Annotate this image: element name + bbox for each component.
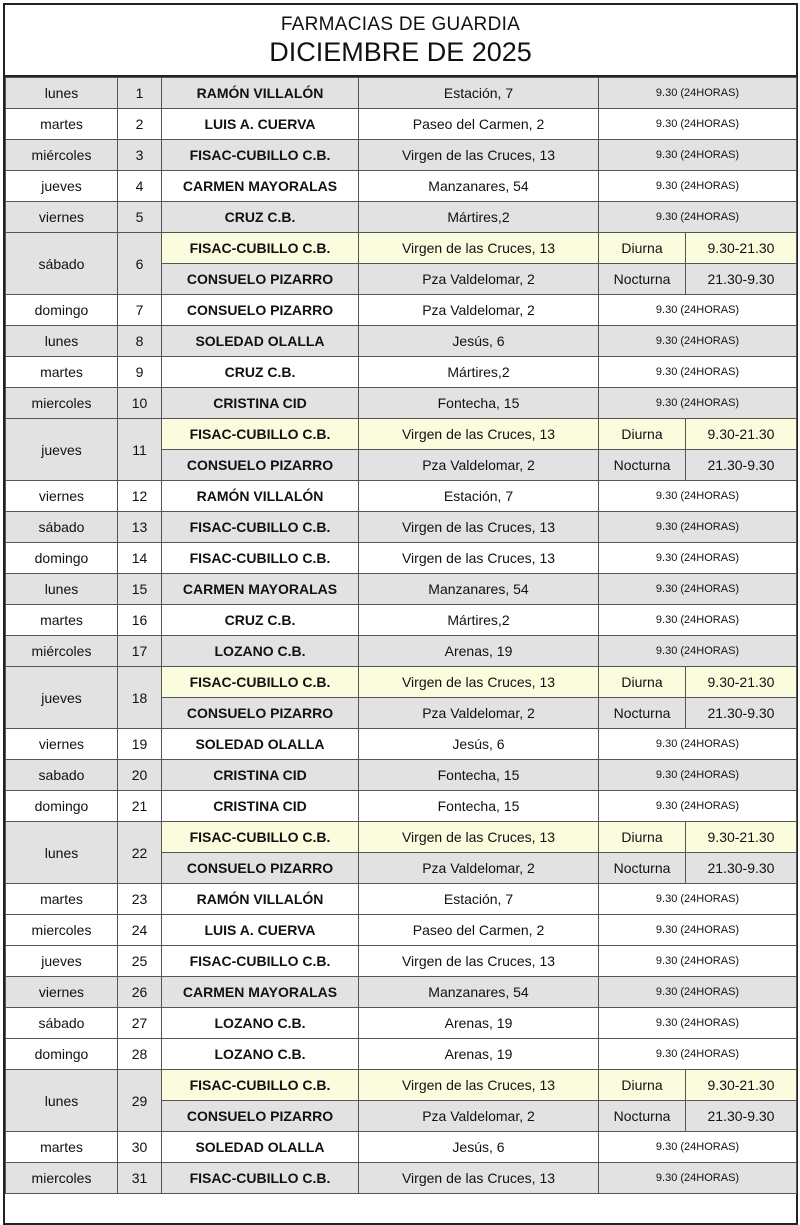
table-row bbox=[6, 605, 797, 636]
address-cell: Pza Valdelomar, 2 bbox=[359, 853, 599, 884]
weekday-cell: sabado bbox=[6, 760, 118, 791]
address-cell: Jesús, 6 bbox=[359, 729, 599, 760]
table-row bbox=[6, 295, 797, 326]
weekday-cell: viernes bbox=[6, 481, 118, 512]
hours-cell: 9.30 (24HORAS) bbox=[599, 140, 797, 171]
weekday-cell: lunes bbox=[6, 326, 118, 357]
date-cell: 7 bbox=[118, 295, 162, 326]
date-cell: 26 bbox=[118, 977, 162, 1008]
pharmacy-name-cell: SOLEDAD OLALLA bbox=[162, 729, 359, 760]
date-cell: 11 bbox=[118, 419, 162, 481]
shift-cell: Diurna bbox=[599, 822, 686, 853]
hours-cell: 9.30 (24HORAS) bbox=[599, 171, 797, 202]
pharmacy-name-cell: FISAC-CUBILLO C.B. bbox=[162, 822, 359, 853]
address-cell: Manzanares, 54 bbox=[359, 171, 599, 202]
address-cell: Virgen de las Cruces, 13 bbox=[359, 419, 599, 450]
hours-cell: 9.30 (24HORAS) bbox=[599, 915, 797, 946]
weekday-cell: jueves bbox=[6, 171, 118, 202]
pharmacy-name-cell: FISAC-CUBILLO C.B. bbox=[162, 140, 359, 171]
weekday-cell: domingo bbox=[6, 295, 118, 326]
address-cell: Pza Valdelomar, 2 bbox=[359, 450, 599, 481]
table-row bbox=[6, 543, 797, 574]
pharmacy-name-cell: CONSUELO PIZARRO bbox=[162, 295, 359, 326]
address-cell: Pza Valdelomar, 2 bbox=[359, 264, 599, 295]
weekday-cell: miercoles bbox=[6, 1163, 118, 1194]
hours-cell: 9.30 (24HORAS) bbox=[599, 295, 797, 326]
shift-cell: Diurna bbox=[599, 667, 686, 698]
header-title: FARMACIAS DE GUARDIA bbox=[280, 14, 521, 35]
pharmacy-name-cell: LUIS A. CUERVA bbox=[162, 109, 359, 140]
address-cell: Virgen de las Cruces, 13 bbox=[359, 140, 599, 171]
duty-table bbox=[5, 77, 797, 1194]
address-cell: Pza Valdelomar, 2 bbox=[359, 295, 599, 326]
pharmacy-name-cell: LOZANO C.B. bbox=[162, 636, 359, 667]
weekday-cell: viernes bbox=[6, 202, 118, 233]
pharmacy-name-cell: CARMEN MAYORALAS bbox=[162, 171, 359, 202]
date-cell: 9 bbox=[118, 357, 162, 388]
address-cell: Manzanares, 54 bbox=[359, 574, 599, 605]
address-cell: Manzanares, 54 bbox=[359, 977, 599, 1008]
address-cell: Fontecha, 15 bbox=[359, 791, 599, 822]
table-row bbox=[6, 233, 797, 264]
pharmacy-name-cell: LUIS A. CUERVA bbox=[162, 915, 359, 946]
shift-cell: Nocturna bbox=[599, 264, 686, 295]
address-cell: Fontecha, 15 bbox=[359, 760, 599, 791]
table-row bbox=[6, 1163, 797, 1194]
date-cell: 25 bbox=[118, 946, 162, 977]
date-cell: 28 bbox=[118, 1039, 162, 1070]
table-row bbox=[6, 78, 797, 109]
weekday-cell: martes bbox=[6, 109, 118, 140]
address-cell: Virgen de las Cruces, 13 bbox=[359, 1163, 599, 1194]
weekday-cell: lunes bbox=[6, 1070, 118, 1132]
date-cell: 22 bbox=[118, 822, 162, 884]
address-cell: Jesús, 6 bbox=[359, 326, 599, 357]
date-cell: 6 bbox=[118, 233, 162, 295]
date-cell: 2 bbox=[118, 109, 162, 140]
hours-cell: 9.30 (24HORAS) bbox=[599, 977, 797, 1008]
date-cell: 17 bbox=[118, 636, 162, 667]
table-row bbox=[6, 109, 797, 140]
address-cell: Estación, 7 bbox=[359, 481, 599, 512]
pharmacy-name-cell: SOLEDAD OLALLA bbox=[162, 1132, 359, 1163]
date-cell: 3 bbox=[118, 140, 162, 171]
address-cell: Virgen de las Cruces, 13 bbox=[359, 822, 599, 853]
hours-cell: 9.30 (24HORAS) bbox=[599, 202, 797, 233]
pharmacy-name-cell: FISAC-CUBILLO C.B. bbox=[162, 946, 359, 977]
hours-cell: 9.30 (24HORAS) bbox=[599, 388, 797, 419]
table-row bbox=[6, 977, 797, 1008]
hours-cell: 9.30 (24HORAS) bbox=[599, 791, 797, 822]
weekday-cell: domingo bbox=[6, 1039, 118, 1070]
date-cell: 27 bbox=[118, 1008, 162, 1039]
hours-cell: 21.30-9.30 bbox=[686, 853, 797, 884]
hours-cell: 9.30 (24HORAS) bbox=[599, 1039, 797, 1070]
date-cell: 8 bbox=[118, 326, 162, 357]
weekday-cell: domingo bbox=[6, 791, 118, 822]
hours-cell: 9.30-21.30 bbox=[686, 667, 797, 698]
shift-cell: Nocturna bbox=[599, 853, 686, 884]
hours-cell: 9.30-21.30 bbox=[686, 419, 797, 450]
pharmacy-name-cell: CONSUELO PIZARRO bbox=[162, 1101, 359, 1132]
date-cell: 10 bbox=[118, 388, 162, 419]
table-row bbox=[6, 326, 797, 357]
address-cell: Paseo del Carmen, 2 bbox=[359, 109, 599, 140]
table-row bbox=[6, 419, 797, 450]
table-row bbox=[6, 481, 797, 512]
table-row bbox=[6, 946, 797, 977]
hours-cell: 9.30 (24HORAS) bbox=[599, 481, 797, 512]
address-cell: Virgen de las Cruces, 13 bbox=[359, 233, 599, 264]
shift-cell: Nocturna bbox=[599, 698, 686, 729]
weekday-cell: jueves bbox=[6, 667, 118, 729]
table-row bbox=[6, 140, 797, 171]
hours-cell: 9.30 (24HORAS) bbox=[599, 605, 797, 636]
date-cell: 18 bbox=[118, 667, 162, 729]
pharmacy-name-cell: FISAC-CUBILLO C.B. bbox=[162, 512, 359, 543]
date-cell: 5 bbox=[118, 202, 162, 233]
date-cell: 12 bbox=[118, 481, 162, 512]
address-cell: Estación, 7 bbox=[359, 884, 599, 915]
weekday-cell: domingo bbox=[6, 543, 118, 574]
pharmacy-name-cell: RAMÓN VILLALÓN bbox=[162, 481, 359, 512]
weekday-cell: miercoles bbox=[6, 915, 118, 946]
table-row bbox=[6, 729, 797, 760]
address-cell: Virgen de las Cruces, 13 bbox=[359, 1070, 599, 1101]
duty-table-body bbox=[6, 78, 797, 1194]
hours-cell: 9.30 (24HORAS) bbox=[599, 760, 797, 791]
table-row bbox=[6, 1132, 797, 1163]
weekday-cell: lunes bbox=[6, 78, 118, 109]
weekday-cell: viernes bbox=[6, 977, 118, 1008]
hours-cell: 9.30 (24HORAS) bbox=[599, 636, 797, 667]
hours-cell: 9.30-21.30 bbox=[686, 822, 797, 853]
weekday-cell: miércoles bbox=[6, 140, 118, 171]
pharmacy-name-cell: SOLEDAD OLALLA bbox=[162, 326, 359, 357]
address-cell: Mártires,2 bbox=[359, 202, 599, 233]
header-month: DICIEMBRE DE 2025 bbox=[269, 37, 532, 67]
pharmacy-name-cell: LOZANO C.B. bbox=[162, 1039, 359, 1070]
shift-cell: Diurna bbox=[599, 419, 686, 450]
pharmacy-name-cell: CONSUELO PIZARRO bbox=[162, 264, 359, 295]
hours-cell: 9.30 (24HORAS) bbox=[599, 946, 797, 977]
table-row bbox=[6, 1070, 797, 1101]
table-row bbox=[6, 636, 797, 667]
date-cell: 1 bbox=[118, 78, 162, 109]
hours-cell: 21.30-9.30 bbox=[686, 450, 797, 481]
weekday-cell: sábado bbox=[6, 233, 118, 295]
schedule-sheet bbox=[3, 3, 798, 1225]
date-cell: 16 bbox=[118, 605, 162, 636]
pharmacy-name-cell: FISAC-CUBILLO C.B. bbox=[162, 543, 359, 574]
shift-cell: Nocturna bbox=[599, 1101, 686, 1132]
weekday-cell: jueves bbox=[6, 946, 118, 977]
weekday-cell: martes bbox=[6, 605, 118, 636]
pharmacy-name-cell: CONSUELO PIZARRO bbox=[162, 450, 359, 481]
address-cell: Virgen de las Cruces, 13 bbox=[359, 543, 599, 574]
address-cell: Paseo del Carmen, 2 bbox=[359, 915, 599, 946]
weekday-cell: viernes bbox=[6, 729, 118, 760]
pharmacy-name-cell: CRUZ C.B. bbox=[162, 202, 359, 233]
date-cell: 24 bbox=[118, 915, 162, 946]
weekday-cell: miercoles bbox=[6, 388, 118, 419]
table-row bbox=[6, 884, 797, 915]
weekday-cell: lunes bbox=[6, 574, 118, 605]
table-row bbox=[6, 202, 797, 233]
address-cell: Pza Valdelomar, 2 bbox=[359, 1101, 599, 1132]
hours-cell: 9.30-21.30 bbox=[686, 233, 797, 264]
table-row bbox=[6, 388, 797, 419]
table-row bbox=[6, 822, 797, 853]
shift-cell: Nocturna bbox=[599, 450, 686, 481]
pharmacy-name-cell: RAMÓN VILLALÓN bbox=[162, 78, 359, 109]
table-row bbox=[6, 667, 797, 698]
pharmacy-name-cell: CARMEN MAYORALAS bbox=[162, 574, 359, 605]
hours-cell: 21.30-9.30 bbox=[686, 698, 797, 729]
pharmacy-name-cell: CRISTINA CID bbox=[162, 791, 359, 822]
address-cell: Pza Valdelomar, 2 bbox=[359, 698, 599, 729]
table-row bbox=[6, 1008, 797, 1039]
hours-cell: 9.30 (24HORAS) bbox=[599, 78, 797, 109]
date-cell: 29 bbox=[118, 1070, 162, 1132]
table-row bbox=[6, 915, 797, 946]
header bbox=[5, 5, 796, 77]
date-cell: 30 bbox=[118, 1132, 162, 1163]
hours-cell: 21.30-9.30 bbox=[686, 264, 797, 295]
hours-cell: 9.30-21.30 bbox=[686, 1070, 797, 1101]
address-cell: Mártires,2 bbox=[359, 605, 599, 636]
table-row bbox=[6, 791, 797, 822]
hours-cell: 9.30 (24HORAS) bbox=[599, 1008, 797, 1039]
pharmacy-name-cell: CARMEN MAYORALAS bbox=[162, 977, 359, 1008]
table-row bbox=[6, 512, 797, 543]
table-row bbox=[6, 357, 797, 388]
address-cell: Fontecha, 15 bbox=[359, 388, 599, 419]
pharmacy-name-cell: CRISTINA CID bbox=[162, 388, 359, 419]
pharmacy-name-cell: FISAC-CUBILLO C.B. bbox=[162, 1070, 359, 1101]
date-cell: 15 bbox=[118, 574, 162, 605]
hours-cell: 9.30 (24HORAS) bbox=[599, 326, 797, 357]
date-cell: 31 bbox=[118, 1163, 162, 1194]
weekday-cell: miércoles bbox=[6, 636, 118, 667]
table-row bbox=[6, 760, 797, 791]
table-row bbox=[6, 171, 797, 202]
weekday-cell: martes bbox=[6, 884, 118, 915]
weekday-cell: sábado bbox=[6, 1008, 118, 1039]
date-cell: 21 bbox=[118, 791, 162, 822]
address-cell: Virgen de las Cruces, 13 bbox=[359, 512, 599, 543]
address-cell: Jesús, 6 bbox=[359, 1132, 599, 1163]
hours-cell: 9.30 (24HORAS) bbox=[599, 729, 797, 760]
pharmacy-name-cell: CRUZ C.B. bbox=[162, 605, 359, 636]
pharmacy-name-cell: FISAC-CUBILLO C.B. bbox=[162, 419, 359, 450]
pharmacy-name-cell: LOZANO C.B. bbox=[162, 1008, 359, 1039]
address-cell: Mártires,2 bbox=[359, 357, 599, 388]
pharmacy-name-cell: CRUZ C.B. bbox=[162, 357, 359, 388]
address-cell: Arenas, 19 bbox=[359, 1039, 599, 1070]
pharmacy-name-cell: CONSUELO PIZARRO bbox=[162, 853, 359, 884]
address-cell: Virgen de las Cruces, 13 bbox=[359, 946, 599, 977]
weekday-cell: martes bbox=[6, 357, 118, 388]
shift-cell: Diurna bbox=[599, 1070, 686, 1101]
weekday-cell: martes bbox=[6, 1132, 118, 1163]
address-cell: Arenas, 19 bbox=[359, 636, 599, 667]
date-cell: 20 bbox=[118, 760, 162, 791]
pharmacy-name-cell: FISAC-CUBILLO C.B. bbox=[162, 233, 359, 264]
hours-cell: 9.30 (24HORAS) bbox=[599, 543, 797, 574]
hours-cell: 9.30 (24HORAS) bbox=[599, 1132, 797, 1163]
shift-cell: Diurna bbox=[599, 233, 686, 264]
hours-cell: 9.30 (24HORAS) bbox=[599, 884, 797, 915]
pharmacy-name-cell: FISAC-CUBILLO C.B. bbox=[162, 667, 359, 698]
hours-cell: 9.30 (24HORAS) bbox=[599, 1163, 797, 1194]
hours-cell: 9.30 (24HORAS) bbox=[599, 512, 797, 543]
address-cell: Virgen de las Cruces, 13 bbox=[359, 667, 599, 698]
date-cell: 23 bbox=[118, 884, 162, 915]
hours-cell: 9.30 (24HORAS) bbox=[599, 574, 797, 605]
date-cell: 19 bbox=[118, 729, 162, 760]
date-cell: 4 bbox=[118, 171, 162, 202]
date-cell: 14 bbox=[118, 543, 162, 574]
hours-cell: 21.30-9.30 bbox=[686, 1101, 797, 1132]
address-cell: Arenas, 19 bbox=[359, 1008, 599, 1039]
pharmacy-name-cell: RAMÓN VILLALÓN bbox=[162, 884, 359, 915]
table-row bbox=[6, 574, 797, 605]
hours-cell: 9.30 (24HORAS) bbox=[599, 357, 797, 388]
pharmacy-name-cell: CRISTINA CID bbox=[162, 760, 359, 791]
pharmacy-name-cell: FISAC-CUBILLO C.B. bbox=[162, 1163, 359, 1194]
pharmacy-name-cell: CONSUELO PIZARRO bbox=[162, 698, 359, 729]
date-cell: 13 bbox=[118, 512, 162, 543]
address-cell: Estación, 7 bbox=[359, 78, 599, 109]
weekday-cell: jueves bbox=[6, 419, 118, 481]
table-row bbox=[6, 1039, 797, 1070]
hours-cell: 9.30 (24HORAS) bbox=[599, 109, 797, 140]
weekday-cell: lunes bbox=[6, 822, 118, 884]
weekday-cell: sábado bbox=[6, 512, 118, 543]
